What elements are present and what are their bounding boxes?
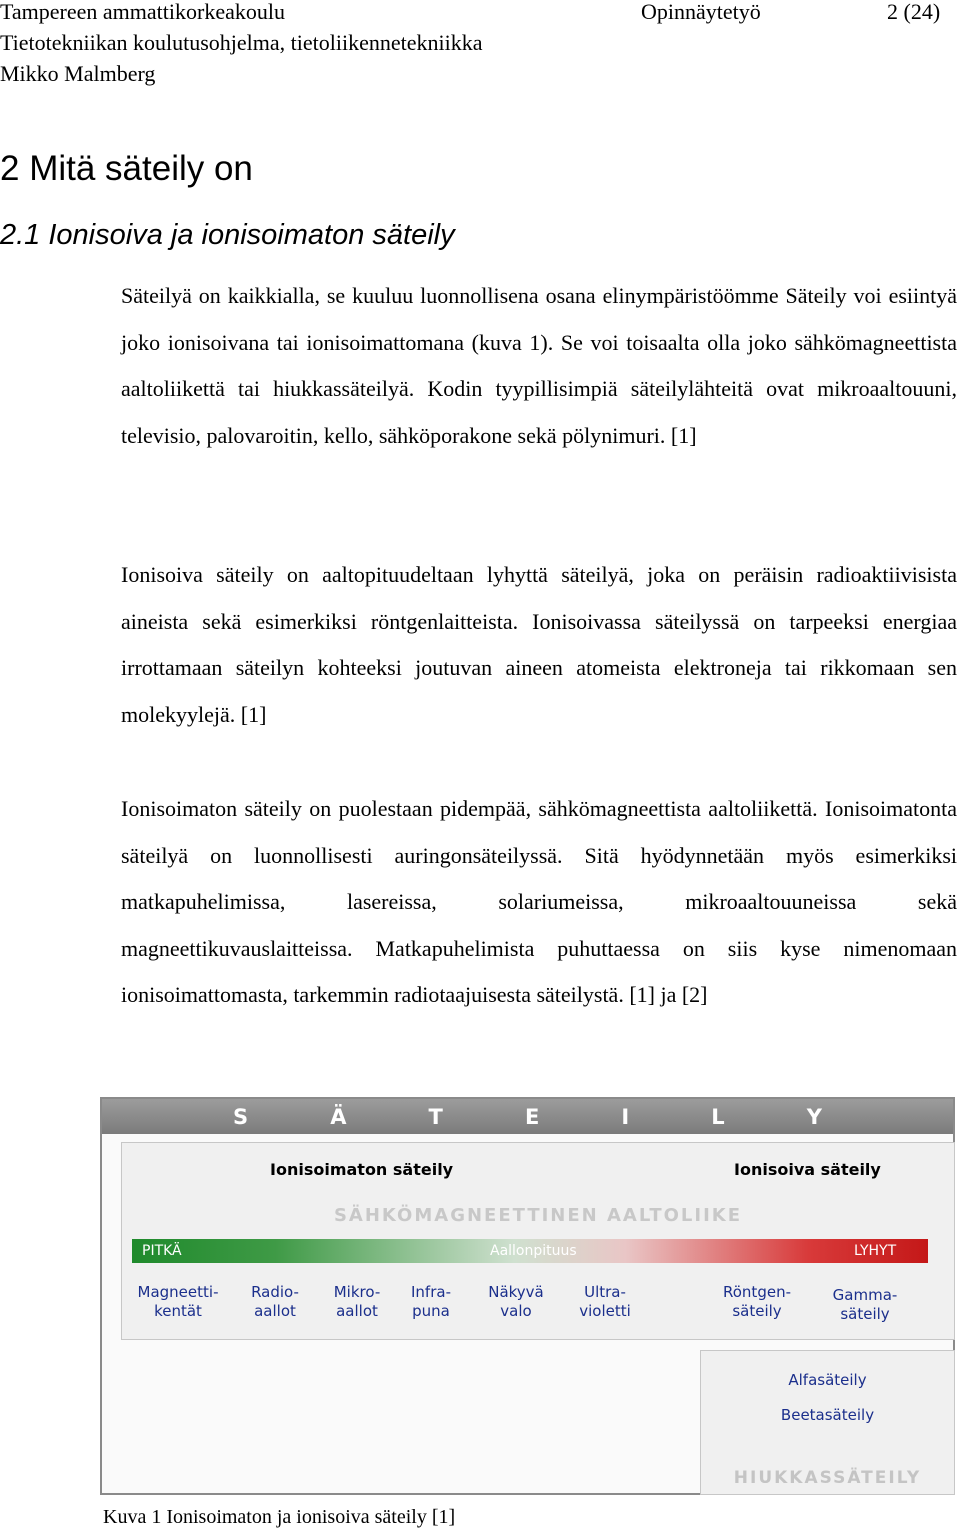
figure-caption: Kuva 1 Ionisoimaton ja ionisoiva säteily [1] <box>103 1506 456 1528</box>
particle-title: HIUKKASSÄTEILY <box>733 1468 922 1488</box>
paragraph-3: Ionisoimaton säteily on puolestaan pidempää, sähkömagneettista aaltoliikettä. Ionisoimatonta säteilyä on luonnollisesti auringonsäteilyssä. Sitä hyödynnetään myös esimerkiksi matkapuhelimissa, lasereissa, solariumeissa, mikroaaltouuneissa sekä magneettikuvauslaitteissa. Matkapuhelimista puhuttaessa on siis kyse nimenomaan ionisoimattomasta, tarkemmin radiotaajuisesta säteilystä. [1] ja [2] <box>121 796 957 1007</box>
wave-line: säteily <box>840 1305 890 1323</box>
beta-label: Beetasäteily <box>780 1406 875 1424</box>
wave-line: Radio- <box>251 1283 299 1301</box>
non-ionizing-label: Ionisoimaton säteily <box>270 1160 454 1179</box>
title-letter: L <box>711 1104 725 1129</box>
electromagnetic-title: SÄHKÖMAGNEETTINEN AALTOLIIKE <box>333 1205 743 1226</box>
header-page-number: 2 (24) <box>887 0 941 24</box>
header-doc-type: Opinnäytetyö <box>641 0 761 24</box>
header-school: Tampereen ammattikorkeakoulu <box>0 0 285 24</box>
subsection-heading: 2.1 Ionisoiva ja ionisoimaton säteily <box>0 219 455 251</box>
title-letter: S <box>233 1104 249 1129</box>
paragraph-2: Ionisoiva säteily on aaltopituudeltaan lyhyttä säteilyä, joka on peräisin radioaktiivisista aineista sekä esimerkiksi röntgenlaitteista. Ionisoivassa säteilyssä on tarpeeksi energiaa irrottamaan säteilyn kohteeksi joutuvan aineen atomeista elektroneja tai rikkomaan sen molekyylejä. [1] <box>121 562 957 727</box>
wave-item <box>471 1283 561 1321</box>
figure-title-bar <box>102 1099 953 1134</box>
wave-item <box>708 1283 806 1321</box>
title-letter: E <box>524 1104 540 1129</box>
wave-line: säteily <box>732 1302 782 1320</box>
wave-item <box>388 1283 474 1321</box>
wave-line: aallot <box>336 1302 378 1320</box>
wave-line: violetti <box>579 1302 631 1320</box>
particle-radiation-box <box>700 1350 955 1495</box>
wave-line: Magneetti- <box>137 1283 219 1301</box>
electromagnetic-box <box>121 1142 955 1340</box>
radiation-figure <box>100 1097 955 1495</box>
header-program: Tietotekniikan koulutusohjelma, tietoliikennetekniikka <box>0 30 483 55</box>
bar-left-label: PITKÄ <box>142 1243 182 1259</box>
title-letter: Y <box>806 1104 822 1129</box>
wave-line: valo <box>500 1302 532 1320</box>
wave-line: aallot <box>254 1302 296 1320</box>
bar-center-label: Aallonpituus <box>490 1243 577 1259</box>
wave-line: Infra- <box>411 1283 451 1301</box>
wave-line: kentät <box>154 1302 202 1320</box>
wave-item <box>817 1286 913 1324</box>
wave-item <box>232 1283 318 1321</box>
title-letter: Ä <box>330 1104 347 1129</box>
title-letter: I <box>621 1104 630 1129</box>
wave-line: Gamma- <box>832 1286 898 1304</box>
title-letter: T <box>428 1104 443 1129</box>
wavelength-bar <box>132 1239 928 1263</box>
wave-line: puna <box>412 1302 450 1320</box>
bar-right-label: LYHYT <box>854 1243 897 1259</box>
wave-item <box>558 1283 652 1321</box>
wave-item <box>128 1283 228 1321</box>
section-heading: 2 Mitä säteily on <box>0 149 253 188</box>
paragraph-1: Säteilyä on kaikkialla, se kuuluu luonnollisena osana elinympäristöömme Säteily voi esiintyä joko ionisoivana tai ionisoimattomana (kuva 1). Se voi toisaalta olla joko sähkömagneettista aaltoliikettä tai hiukkassäteilyä. Kodin tyypillisimpiä säteilylähteitä ovat mikroaaltouuni, televisio, palovaroitin, kello, sähköporakone sekä pölynimuri. [1] <box>121 283 957 448</box>
header-author: Mikko Malmberg <box>0 61 156 86</box>
wave-line: Näkyvä <box>488 1283 544 1301</box>
alpha-label: Alfasäteily <box>788 1371 867 1389</box>
ionizing-label: Ionisoiva säteily <box>734 1160 881 1179</box>
wave-line: Mikro- <box>333 1283 381 1301</box>
wave-line: Röntgen- <box>723 1283 791 1301</box>
wave-line: Ultra- <box>584 1283 626 1301</box>
